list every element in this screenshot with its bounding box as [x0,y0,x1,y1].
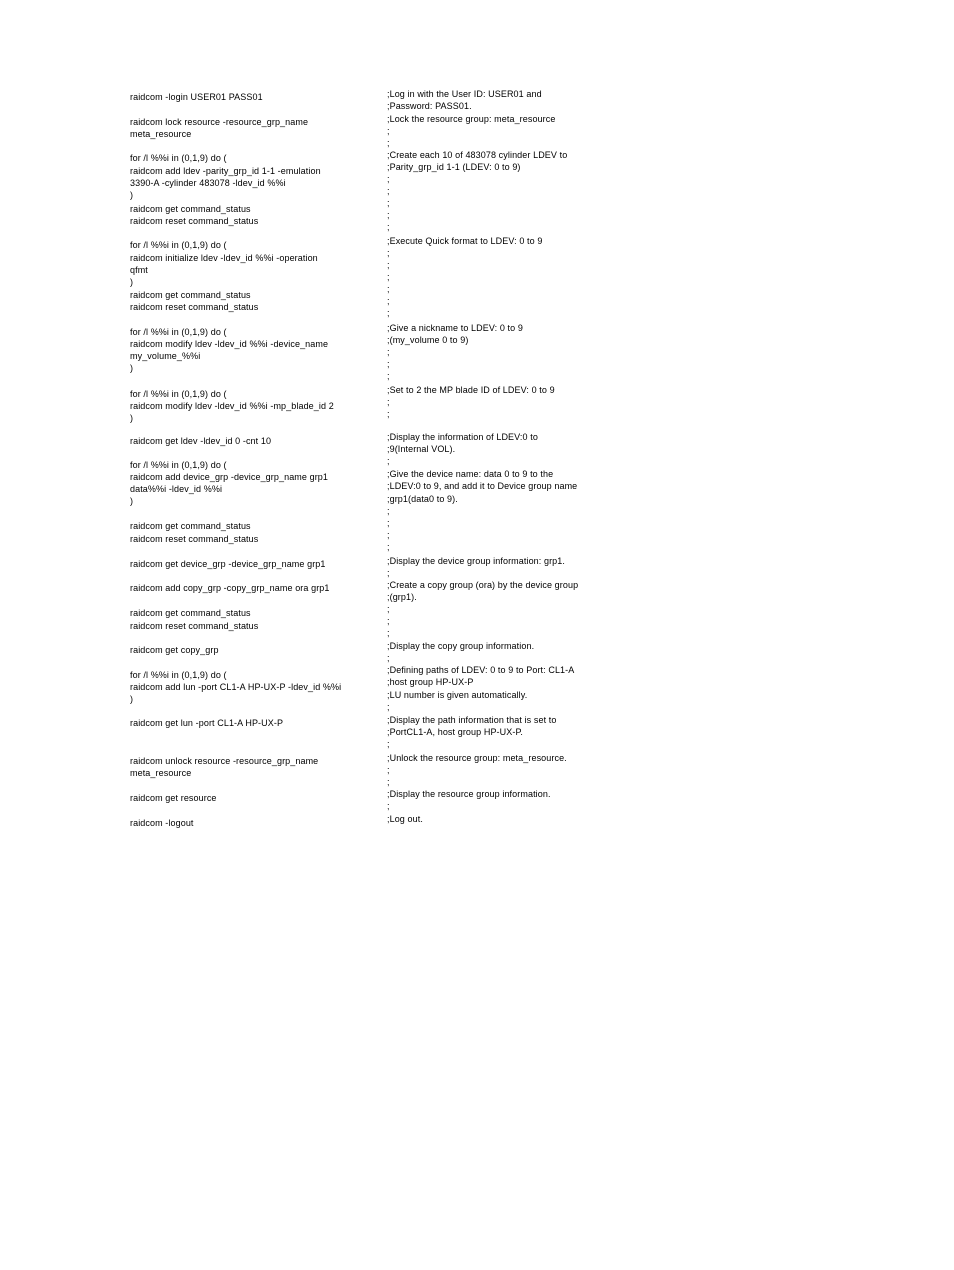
command-line: ) [130,363,134,373]
command-line: ) [130,277,134,287]
command-line: raidcom get command_status [130,204,251,214]
comment-line: ; [387,126,390,136]
command-line: for /l %%i in (0,1,9) do ( [130,670,227,680]
command-line: raidcom unlock resource -resource_grp_name [130,756,319,766]
comment-line: ; [387,739,390,749]
command-line: raidcom initialize ldev -ldev_id %%i -operation [130,253,318,263]
command-line: for /l %%i in (0,1,9) do ( [130,460,227,470]
comment-line: ; [387,371,390,381]
comment-line: ;Display the device group information: grp1. [387,556,565,566]
comment-line: ; [387,456,390,466]
comment-line: ;grp1(data0 to 9). [387,494,458,504]
comment-line: ; [387,702,390,712]
comment-line: ; [387,272,390,282]
comment-line: ; [387,801,390,811]
command-line: raidcom reset command_status [130,621,259,631]
comment-line: ; [387,222,390,232]
command-line: ) [130,496,134,506]
command-line: raidcom get command_status [130,521,251,531]
comment-line: ; [387,653,390,663]
comment-line: ;host group HP-UX-P [387,677,474,687]
comment-line: ;Log in with the User ID: USER01 and [387,89,542,99]
comment-line: ;Defining paths of LDEV: 0 to 9 to Port: CL1-A [387,665,575,675]
comment-line: ;(grp1). [387,592,417,602]
comment-line: ;PortCL1-A, host group HP-UX-P. [387,727,523,737]
comment-line: ;Display the information of LDEV:0 to [387,432,538,442]
comment-line: ;Give the device name: data 0 to 9 to the [387,469,554,479]
comment-line: ; [387,542,390,552]
comment-line: ;Lock the resource group: meta_resource [387,114,556,124]
comment-line: ;9(Internal VOL). [387,444,456,454]
comment-line: ; [387,518,390,528]
comment-line: ; [387,138,390,148]
command-line: ) [130,694,134,704]
comment-line: ;Create each 10 of 483078 cylinder LDEV to [387,150,568,160]
command-line: data%%i -ldev_id %%i [130,484,223,494]
comment-line: ;(my_volume 0 to 9) [387,335,469,345]
command-line: raidcom get command_status [130,290,251,300]
comment-line: ; [387,530,390,540]
comment-line: ;Unlock the resource group: meta_resource. [387,753,567,763]
command-line: raidcom get device_grp -device_grp_name grp1 [130,559,326,569]
command-line: for /l %%i in (0,1,9) do ( [130,389,227,399]
comment-line: ; [387,359,390,369]
comment-line: ;LU number is given automatically. [387,690,528,700]
comment-line: ;Create a copy group (ora) by the device group [387,580,579,590]
command-line: 3390-A -cylinder 483078 -ldev_id %%i [130,178,286,188]
comment-line: ; [387,296,390,306]
command-line: raidcom lock resource -resource_grp_name [130,117,309,127]
comment-line: ; [387,506,390,516]
command-line: raidcom reset command_status [130,302,259,312]
comment-line: ;Display the resource group information. [387,789,551,799]
command-line: raidcom add ldev -parity_grp_id 1-1 -emulation [130,166,321,176]
comment-line: ; [387,248,390,258]
command-line: raidcom add device_grp -device_grp_name grp1 [130,472,329,482]
comment-line: ; [387,568,390,578]
command-line: ) [130,413,134,423]
comment-line: ;Set to 2 the MP blade ID of LDEV: 0 to 9 [387,385,555,395]
comment-line: ;Password: PASS01. [387,101,472,111]
comment-line: ;Give a nickname to LDEV: 0 to 9 [387,323,523,333]
command-line: raidcom get ldev -ldev_id 0 -cnt 10 [130,436,272,446]
command-line: raidcom get copy_grp [130,645,219,655]
comment-line: ; [387,347,390,357]
command-line: raidcom add lun -port CL1-A HP-UX-P -ldev_id %%i [130,682,342,692]
comment-line: ;Parity_grp_id 1-1 (LDEV: 0 to 9) [387,162,521,172]
comment-line: ; [387,409,390,419]
comment-line: ; [387,616,390,626]
command-line: raidcom get command_status [130,608,251,618]
command-line: raidcom add copy_grp -copy_grp_name ora grp1 [130,583,330,593]
command-line: meta_resource [130,768,192,778]
command-line: raidcom modify ldev -ldev_id %%i -mp_blade_id 2 [130,401,334,411]
comment-line: ;LDEV:0 to 9, and add it to Device group name [387,481,578,491]
command-line: raidcom reset command_status [130,216,259,226]
command-line: ) [130,190,134,200]
comment-line: ; [387,210,390,220]
comment-line: ;Display the path information that is set to [387,715,557,725]
comment-line: ;Log out. [387,814,423,824]
comment-line: ; [387,777,390,787]
comment-line: ; [387,198,390,208]
command-line: for /l %%i in (0,1,9) do ( [130,240,227,250]
comment-line: ;Execute Quick format to LDEV: 0 to 9 [387,236,543,246]
comment-line: ; [387,284,390,294]
comment-line: ; [387,628,390,638]
command-line: raidcom get resource [130,793,217,803]
command-line: raidcom -logout [130,818,194,828]
comment-line: ; [387,186,390,196]
command-line: raidcom reset command_status [130,534,259,544]
comment-line: ; [387,397,390,407]
comment-line: ; [387,604,390,614]
comment-line: ; [387,308,390,318]
command-line: qfmt [130,265,148,275]
command-line: meta_resource [130,129,192,139]
command-line: for /l %%i in (0,1,9) do ( [130,327,227,337]
command-line: raidcom modify ldev -ldev_id %%i -device_name [130,339,329,349]
command-line: for /l %%i in (0,1,9) do ( [130,153,227,163]
command-line: my_volume_%%i [130,351,201,361]
comment-line: ; [387,174,390,184]
command-line: raidcom -login USER01 PASS01 [130,92,263,102]
comment-line: ; [387,260,390,270]
command-line: raidcom get lun -port CL1-A HP-UX-P [130,718,284,728]
comment-line: ; [387,765,390,775]
comment-line: ;Display the copy group information. [387,641,535,651]
